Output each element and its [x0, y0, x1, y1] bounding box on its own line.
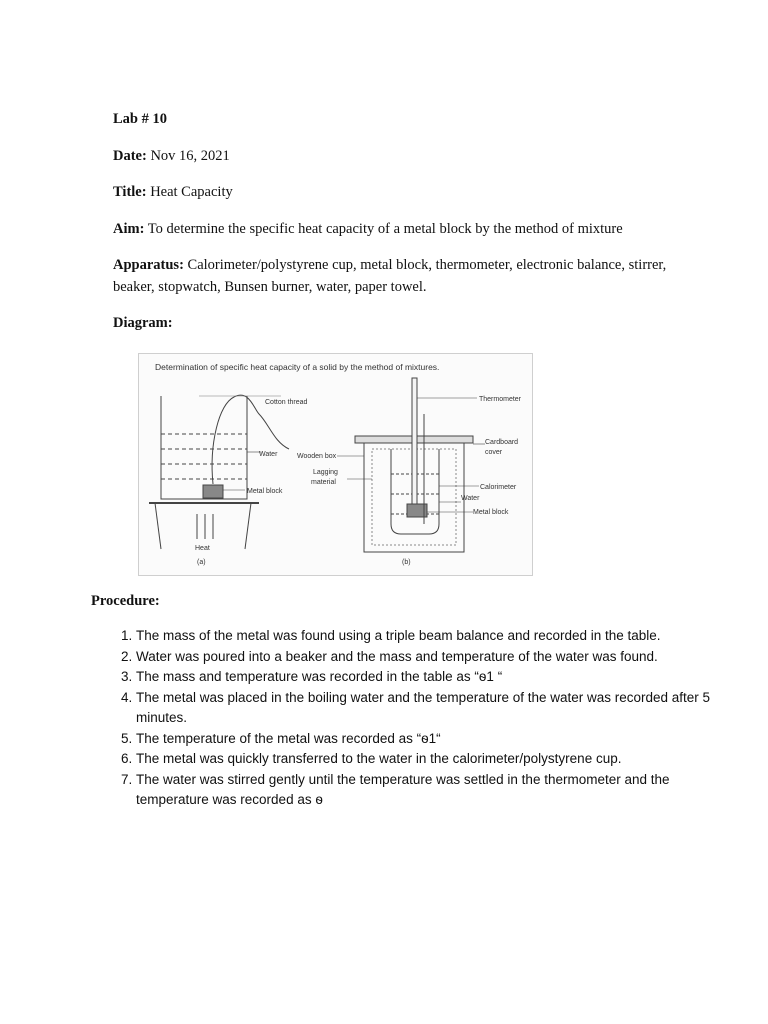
- title-line: [113, 182, 233, 202]
- procedure-step: 7. The water was stirred gently until the temperature was settled in the thermometer and the temperature was recorded as ѳ: [136, 770, 716, 811]
- label-water-b: Water: [461, 495, 480, 502]
- tripod-leg-right: [245, 503, 251, 549]
- label-calorimeter: Calorimeter: [480, 484, 517, 491]
- procedure-step: 3. The mass and temperature was recorded in the table as “ѳ1 “: [136, 667, 716, 688]
- label-cotton-thread: Cotton thread: [265, 399, 308, 406]
- procedure-step: 2. Water was poured into a beaker and the mass and temperature of the water was found.: [136, 647, 716, 668]
- label-part-a: (a): [197, 559, 206, 566]
- label-metal-block-a: Metal block: [247, 488, 283, 495]
- label-heat: Heat: [195, 545, 210, 552]
- label-thermometer: Thermometer: [479, 396, 522, 403]
- procedure-step: 1. The mass of the metal was found using a triple beam balance and recorded in the table.: [136, 626, 716, 647]
- cotton-thread: [212, 397, 234, 484]
- diagram-figure: [139, 354, 532, 575]
- label-water-a: Water: [259, 451, 278, 458]
- label-wooden-box: Wooden box: [297, 453, 337, 460]
- beaker-setup: [149, 395, 289, 549]
- metal-block-a: [203, 485, 223, 498]
- aim-line: [113, 219, 623, 239]
- diagram-caption: Determination of specific heat capacity of a solid by the method of mixtures.: [155, 362, 440, 372]
- label-lagging-2: material: [311, 479, 336, 486]
- aim-value: To determine the specific heat capacity of a metal block by the method of mixture: [147, 221, 623, 237]
- diagram-heading: Diagram:: [113, 315, 173, 331]
- aim-label: Aim:: [113, 221, 145, 237]
- beaker: [161, 396, 247, 499]
- label-cardboard-cover-2: cover: [485, 449, 503, 456]
- procedure-step: 5. The temperature of the metal was recorded as “ѳ1“: [136, 729, 716, 750]
- apparatus-label: Apparatus:: [113, 257, 184, 273]
- label-cardboard-cover-1: Cardboard: [485, 439, 519, 446]
- tripod-leg-left: [155, 503, 161, 549]
- procedure-steps: [104, 626, 716, 811]
- title-value: Heat Capacity: [150, 184, 233, 200]
- procedure-step: 4. The metal was placed in the boiling water and the temperature of the water was recorded after 5 minutes.: [136, 688, 716, 729]
- title-label: Title:: [113, 184, 147, 200]
- apparatus-line: [113, 254, 673, 298]
- label-part-b: (b): [402, 559, 411, 566]
- calorimeter-setup: [337, 378, 485, 552]
- date-line: [113, 146, 230, 166]
- procedure-step: 6. The metal was quickly transferred to the water in the calorimeter/polystyrene cup.: [136, 749, 716, 770]
- date-value: Nov 16, 2021: [150, 148, 230, 164]
- apparatus-value: Calorimeter/polystyrene cup, metal block, thermometer, electronic balance, stirrer, beaker, stopwatch, Bunsen burner, water, paper towel.: [113, 257, 667, 295]
- heat-capacity-diagram: [138, 353, 533, 576]
- procedure-heading: Procedure:: [91, 593, 160, 609]
- lab-number: Lab # 10: [113, 111, 167, 127]
- date-label: Date:: [113, 148, 147, 164]
- label-metal-block-b: Metal block: [473, 509, 509, 516]
- label-lagging-1: Lagging: [313, 469, 338, 476]
- thermometer: [412, 378, 417, 504]
